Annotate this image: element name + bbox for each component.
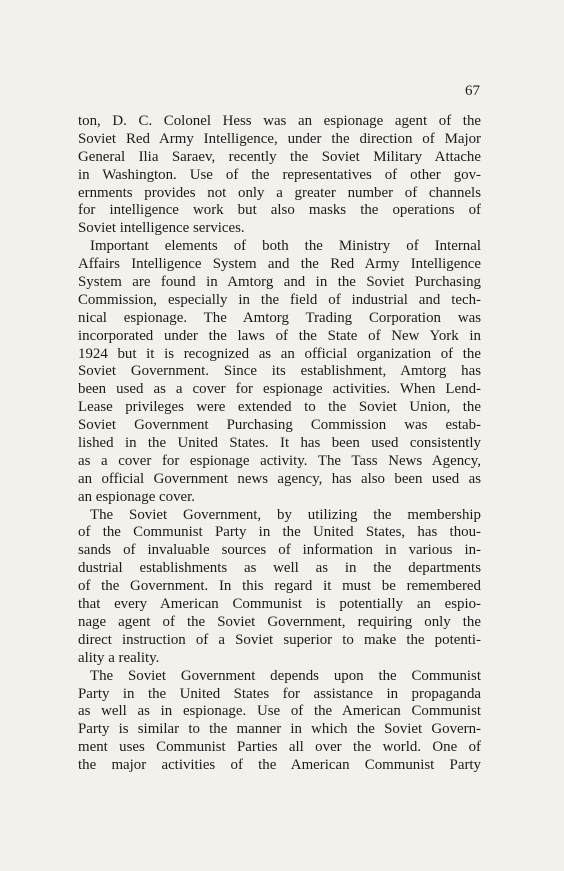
- text-line: Soviet Red Army Intelligence, under the direction of Major: [78, 130, 481, 147]
- text-line: direct instruction of a Soviet superior to make the potenti-: [78, 631, 481, 648]
- text-line: Soviet Government Purchasing Commission was estab-: [78, 417, 481, 434]
- text-line: nical espionage. The Amtorg Trading Corporation was: [78, 309, 481, 326]
- text-line: ment uses Communist Parties all over the world. One of: [78, 739, 481, 756]
- text-line: Party is similar to the manner in which the Soviet Govern-: [78, 721, 481, 738]
- text-line: The Soviet Government depends upon the Communist: [90, 667, 481, 684]
- text-line: an official Government news agency, has also been used as: [78, 470, 481, 487]
- text-line: Lease privileges were extended to the Soviet Union, the: [78, 399, 481, 416]
- text-line: of the Government. In this regard it must be remembered: [78, 578, 481, 595]
- page-number: 67: [465, 83, 480, 99]
- text-line: as well as in espionage. Use of the American Communist: [78, 703, 481, 720]
- text-line: incorporated under the laws of the State of New York in: [78, 327, 481, 344]
- body-text: [78, 113, 481, 775]
- text-line: sands of invaluable sources of information in various in-: [78, 542, 481, 559]
- text-line: ernments provides not only a greater number of channels: [78, 184, 481, 201]
- text-line: the major activities of the American Communist Party: [78, 757, 481, 774]
- text-line: ton, D. C. Colonel Hess was an espionage agent of the: [78, 113, 481, 129]
- text-line: nage agent of the Soviet Government, requiring only the: [78, 613, 481, 630]
- text-line: Commission, especially in the field of industrial and tech-: [78, 291, 481, 308]
- text-line: lished in the United States. It has been used consistently: [78, 435, 481, 452]
- text-line: that every American Communist is potentially an espio-: [78, 596, 481, 613]
- text-line: 1924 but it is recognized as an official organization of the: [78, 345, 481, 362]
- text-line: Party in the United States for assistance in propaganda: [78, 685, 481, 702]
- text-line: of the Communist Party in the United States, has thou-: [78, 524, 481, 541]
- text-line: as a cover for espionage activity. The Tass News Agency,: [78, 452, 481, 469]
- text-line: for intelligence work but also masks the operations of: [78, 202, 481, 219]
- text-line: Soviet intelligence services.: [78, 220, 245, 237]
- text-line: System are found in Amtorg and in the Soviet Purchasing: [78, 274, 481, 291]
- text-line: Soviet Government. Since its establishment, Amtorg has: [78, 363, 481, 380]
- text-line: ality a reality.: [78, 649, 160, 666]
- text-line: dustrial establishments as well as in the departments: [78, 560, 481, 577]
- text-line: an espionage cover.: [78, 488, 196, 505]
- text-line: The Soviet Government, by utilizing the membership: [90, 506, 481, 523]
- text-line: in Washington. Use of the representatives of other gov-: [78, 166, 481, 183]
- text-line: been used as a cover for espionage activities. When Lend-: [78, 381, 481, 398]
- text-line: Affairs Intelligence System and the Red Army Intelligence: [78, 256, 481, 273]
- text-line: Important elements of both the Ministry of Internal: [90, 238, 481, 255]
- text-line: General Ilia Saraev, recently the Soviet Military Attache: [78, 148, 481, 165]
